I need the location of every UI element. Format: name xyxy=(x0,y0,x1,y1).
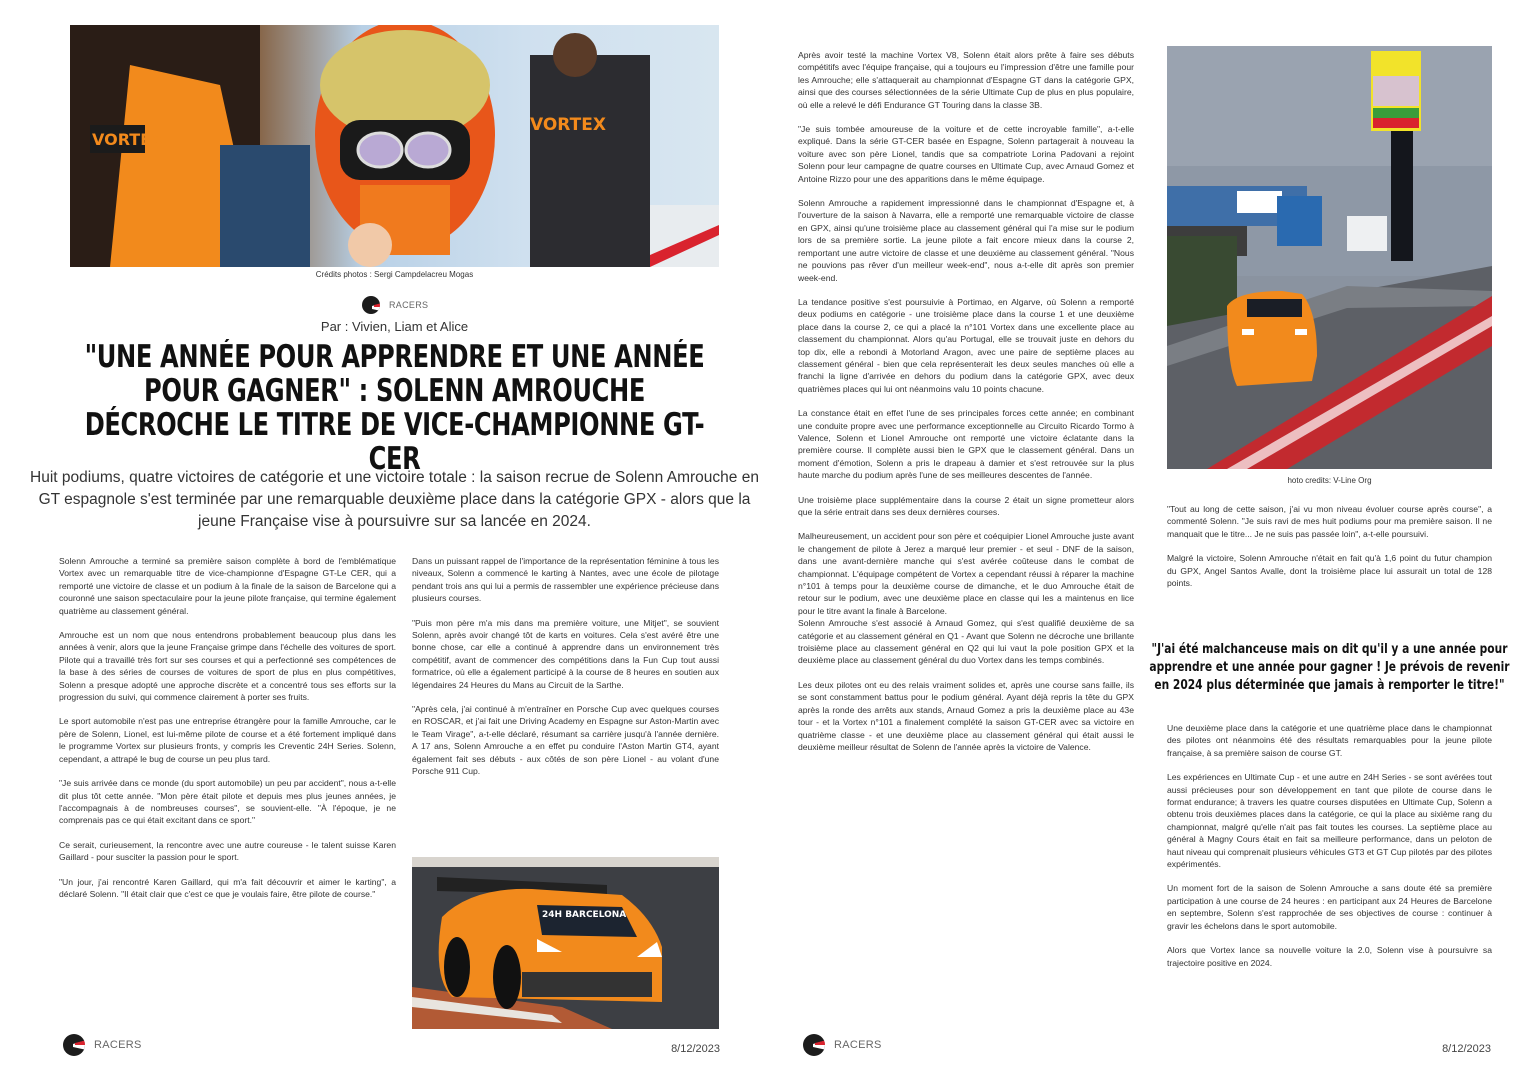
brand-name: RACERS xyxy=(389,300,429,310)
paragraph: Malheureusement, un accident pour son père et coéquipier Lionel Amrouche juste avant le changement de pilote à Jerez a marqué leur premier - et seul - DNF de la saison, dans une avant-dernière manche qui s'est avérée coûteuse dans le combat de championnat. L'équipage compétent de Vortex a cependant réussi à réparer la machine n°101 à temps pour la deuxième course de dimanche, et le duo Amrouche était de retour sur le podium, avec une deuxième place en classe qui les a maintenus en lice pour le titre avant la finale à Barcelone. xyxy=(798,531,1134,616)
paragraph: Solenn Amrouche a terminé sa première saison complète à bord de l'emblématique Vortex avec un remarquable titre de vice-championne d'Espagne GT-Le CER, qui a remporté une victoire de classe et un podium à la finale de la saison de Barcelone qui a couronné une saison spectaculaire pour la jeune pilote française, qui termine également quatrième au classement général. xyxy=(59,556,396,616)
paragraph: Malgré la victoire, Solenn Amrouche n'était en fait qu'à 1,6 point du futur champion du GPX, Angel Santos Avalle, dont la troisième place lui assurait un total de 128 points. xyxy=(1167,553,1492,589)
hero-photo-credit: Crédits photos : Sergi Campdelacreu Mogas xyxy=(315,270,474,279)
left-column-1 xyxy=(59,555,396,900)
paragraph: Une deuxième place dans la catégorie et une quatrième place dans le championnat des pilotes ont néanmoins été des résultats remarquables pour la jeune pilote française, à sa première saison de course GT. xyxy=(1167,723,1492,758)
paragraph: Une troisième place supplémentaire dans la course 2 était un signe prometteur alors que la série entrait dans ses deux dernières courses. xyxy=(798,494,1134,517)
paragraph: Ce serait, curieusement, la rencontre avec une autre coureuse - le talent suisse Karen Gaillard - pour susciter la passion pour le sport. xyxy=(59,839,396,863)
right-column-2-bottom xyxy=(1167,722,1492,969)
paragraph: Les deux pilotes ont eu des relais vraiment solides et, après une course sans faille, ils se sont constamment battus pour le podium général. Ayant déjà repris la tête du GPX après la ronde des arrêts aux stands, Arnaud Gomez a pris la deuxième place au 43e tour - et la Vortex n°101 a finalement complété la saison GT-CER avec sa victoire en quatrième classe - et une deuxième place au classement général qui était aussi le deuxième meilleur résultat de Solenn de l'année après la victoire de Valence. xyxy=(798,679,1134,752)
svg-text:VORTEX: VORTEX xyxy=(92,130,164,149)
right-column-2-top xyxy=(1167,503,1492,589)
byline: Par : Vivien, Liam et Alice xyxy=(320,319,469,334)
helmet-icon xyxy=(63,1034,85,1056)
article-headline: "UNE ANNÉE POUR APPRENDRE ET UNE ANNÉE POUR GAGNER" : SOLENN AMROUCHE DÉCROCHE LE TITRE DE VICE-CHAMPIONNE GT-CER xyxy=(84,339,705,477)
track-photo xyxy=(1167,46,1492,469)
paragraph: La constance était en effet l'une de ses principales forces cette année; en combinant une conduite propre avec une performance exceptionnelle au Circuito Ricardo Tormo à Valence, Solenn et Lionel Amrouche ont remporté une victoire éclatante dans la première course. Il complète aussi bien le GPX que le classement général. Dans un moment d'émotion, Solenn a pris le drapeau à damier et s'est retrouvée sur la plus haute marche du podium après l'une de ses meilleures descentes de l'année. xyxy=(798,408,1134,481)
paragraph: Solenn Amrouche s'est associé à Arnaud Gomez, qui s'est qualifié deuxième de sa catégorie et au classement général en Q1 - Avant que Solenn ne décroche une brillante troisième place au classement général en Q2 qui lui vaut la pole position GPX et la deuxième place au classement général du duo Vortex dans les temps combinés. xyxy=(798,618,1134,666)
paragraph: Solenn Amrouche a rapidement impressionné dans le championnat d'Espagne et, à l'ouverture de la saison à Navarra, elle a remporté une remarquable victoire de classe en GPX, ainsi qu'une troisième place au classement général qui l'a mise sur le podium lors de sa première sortie. La jeune pilote a fait encore mieux dans la course 2, remportant une autre victoire de classe et une deuxième au classement général. "Nous ne pouvions pas rêver d'un meilleur week-end", nous a-t-elle dit après son premier week-end. xyxy=(798,198,1134,283)
paragraph: Après avoir testé la machine Vortex V8, Solenn était alors prête à faire ses débuts compétitifs avec l'équipe française, qui a toujours eu l'impression d'être une famille pour les Amrouche; elle s'attaquerait au championnat d'Espagne GT dans la catégorie GPX, ainsi que des courses sélectionnées de la série Ultimate Cup de plus en plus populaire, où elle a relevé le défi Endurance GT Touring dans la classe 3B. xyxy=(798,50,1134,110)
paragraph: Dans un puissant rappel de l'importance de la représentation féminine à tous les niveaux, Solenn a commencé le karting à Nantes, avec une école de pilotage pendant trois ans qui lui a permis de rassembler une expérience précieuse dans plusieurs courses. xyxy=(412,556,719,604)
hero-photo-illustration xyxy=(70,25,719,267)
hero-photo xyxy=(70,25,719,267)
paragraph: "Tout au long de cette saison, j'ai vu mon niveau évoluer course après course", a commenté Solenn. "Je suis ravi de mes huit podiums pour ma première saison. Il ne manquait que le titre... Je ne suis pas passée loin", a-t-elle poursuivi. xyxy=(1167,504,1492,539)
footer-brand-logo xyxy=(63,1034,142,1056)
paragraph: Les expériences en Ultimate Cup - et une autre en 24H Series - se sont avérées tout aussi précieuses pour son développement en tant que pilote de course dans le format endurance; à travers les quatre courses disputées en Ultimate Cup, Solenn a obtenu trois deuxièmes places dans la catégorie, ce qui la place au sixième rang du championnat, malgré qu'elle n'ait pas fait toutes les courses. La septième place au général à Magny Cours était en fait sa meilleure performance, dans un peloton de haut niveau qui comprenait plusieurs véhicules GT3 et GT Cup pilotés par des pilotes expérimentés. xyxy=(1167,772,1492,870)
page-date: 8/12/2023 xyxy=(1442,1043,1491,1055)
paragraph: "Je suis tombée amoureuse de la voiture et de cette incroyable famille", a-t-elle expliqué. Dans la série GT-CER basée en Espagne, Solenn partagerait à nouveau la voiture avec son père Lionel, tandis que sa compatriote Lorina Padovani a rejoint Solenn pour leur campagne de quatre courses en Ultimate Cup, avec Arnaud Gomez et Antoine Rizzo pour une des apparitions dans le même équipage. xyxy=(798,124,1134,184)
paragraph: Le sport automobile n'est pas une entreprise étrangère pour la famille Amrouche, car le père de Solenn, Lionel, est lui-même pilote de course et a été fortement impliqué dans le programme Vortex sur plusieurs fronts, y compris les Creventic 24H Series. Solenn, cependant, a attrapé le bug de course un peu plus tard. xyxy=(59,716,396,764)
pull-quote: "J'ai été malchanceuse mais on dit qu'il y a une année pour apprendre et une année pour gagner ! Je prévois de revenir en 2024 plus déterminée que jamais à remporter le titre!" xyxy=(1149,642,1510,693)
car-photo-illustration xyxy=(412,857,719,1029)
paragraph: "Après cela, j'ai continué à m'entraîner en Porsche Cup avec quelques courses en ROSCAR, et j'ai fait une Driving Academy en Espagne sur Aston-Martin avec le Team Virage", a-t-elle déclaré, résumant sa carrière jusqu'à l'année dernière. A 17 ans, Solenn Amrouche a en effet pu conduire l'Aston Martin GT4, ayant également fait ses débuts - aux côtés de son père Lionel - au volant d'une Porsche 911 Cup. xyxy=(412,704,719,777)
page-date: 8/12/2023 xyxy=(671,1043,720,1055)
right-column-1 xyxy=(798,49,1134,753)
windshield-text: 24H BARCELONA xyxy=(542,910,627,920)
footer-brand-logo xyxy=(803,1034,882,1056)
paragraph: La tendance positive s'est poursuivie à Portimao, en Algarve, où Solenn a remporté deux podiums en catégorie - une troisième place dans la course 1 et une deuxième place dans la course 2, ce qui a placé la n°101 Vortex dans une excellente place au classement du championnat. Alors qu'au Portugal, elle se trouvait juste en dehors du top dix, elle a rebondi à Motorland Aragon, avec une paire de septième places au classement général - bien que cela représenterait les deux seules manches où elle a franchi la ligne d'arrivée en dehors du podium dans la catégorie GPX, avec deux quatrièmes places qui lui ont néanmoins valu 10 points chacune. xyxy=(798,296,1134,394)
left-column-2 xyxy=(412,555,719,778)
paragraph: "Puis mon père m'a mis dans ma première voiture, une Mitjet", se souvient Solenn, après avoir changé tôt de karts en voitures. Cela s'est avéré être une bonne chose, car elle a continué à apprendre dans un environnement très compétitif, avant de commencer des compétitions dans la Fun Cup tout aussi formatrice, où elle a également participé à la course de 8 heures en soutien aux légendaires 24 Heures du Mans au Circuit de la Sarthe. xyxy=(412,617,719,690)
paragraph: Amrouche est un nom que nous entendrons probablement beaucoup plus dans les années à venir, alors que la jeune Française grimpe dans l'échelle des voitures de sport. Pilote qui a travaillé très fort sur ses courses et qui a perfectionné ses compétences de la base à des séries de courses de voitures de sport de plus en plus compétitives, Solenn a presque adopté une approche discrète et a concentré tous ses efforts sur la progression du suivi, qui commence clairement à porter ses fruits. xyxy=(59,630,396,703)
paragraph: Un moment fort de la saison de Solenn Amrouche a sans doute été sa première participation à une course de 24 heures : en participant aux 24 Heures de Barcelone en septembre, Solenn s'est rapprochée de ses objectives de course : continuer à gravir les échelons dans le sport automobile. xyxy=(1167,883,1492,931)
footer-brand-name: RACERS xyxy=(834,1039,882,1051)
page-right xyxy=(768,0,1536,1078)
article-lead: Huit podiums, quatre victoires de catégorie et une victoire totale : la saison recrue de Solenn Amrouche en GT espagnole s'est terminée par une remarquable deuxième place dans la catégorie GPX - alors que la jeune Française vise à poursuivre sur sa lancée en 2024. xyxy=(30,469,759,530)
paragraph: "Je suis arrivée dans ce monde (du sport automobile) un peu par accident", nous a-t-elle dit plus tôt cette année. "Mon père était pilote et depuis mes plus jeunes années, je l'accompagnais à de nombreuses courses", se souvient-elle. "À l'époque, je ne comprenais pas ce qui était excitant dans ce sport." xyxy=(59,778,396,826)
footer-brand-name: RACERS xyxy=(94,1039,142,1051)
paragraph: Alors que Vortex lance sa nouvelle voiture la 2.0, Solenn vise à poursuivre sa trajectoire positive en 2024. xyxy=(1167,945,1492,968)
helmet-icon xyxy=(803,1034,825,1056)
svg-text:VORTEX: VORTEX xyxy=(530,115,606,135)
helmet-icon xyxy=(362,296,380,314)
paragraph: "Un jour, j'ai rencontré Karen Gaillard, qui m'a fait découvrir et aimer le karting", a déclaré Solenn. "Il était clair que c'est ce que je voulais faire, être pilote de course." xyxy=(59,876,396,899)
track-photo-illustration xyxy=(1167,46,1492,469)
brand-logo xyxy=(362,296,428,314)
car-photo xyxy=(412,857,719,1029)
track-photo-credit: hoto credits: V-Line Org xyxy=(1287,476,1372,485)
